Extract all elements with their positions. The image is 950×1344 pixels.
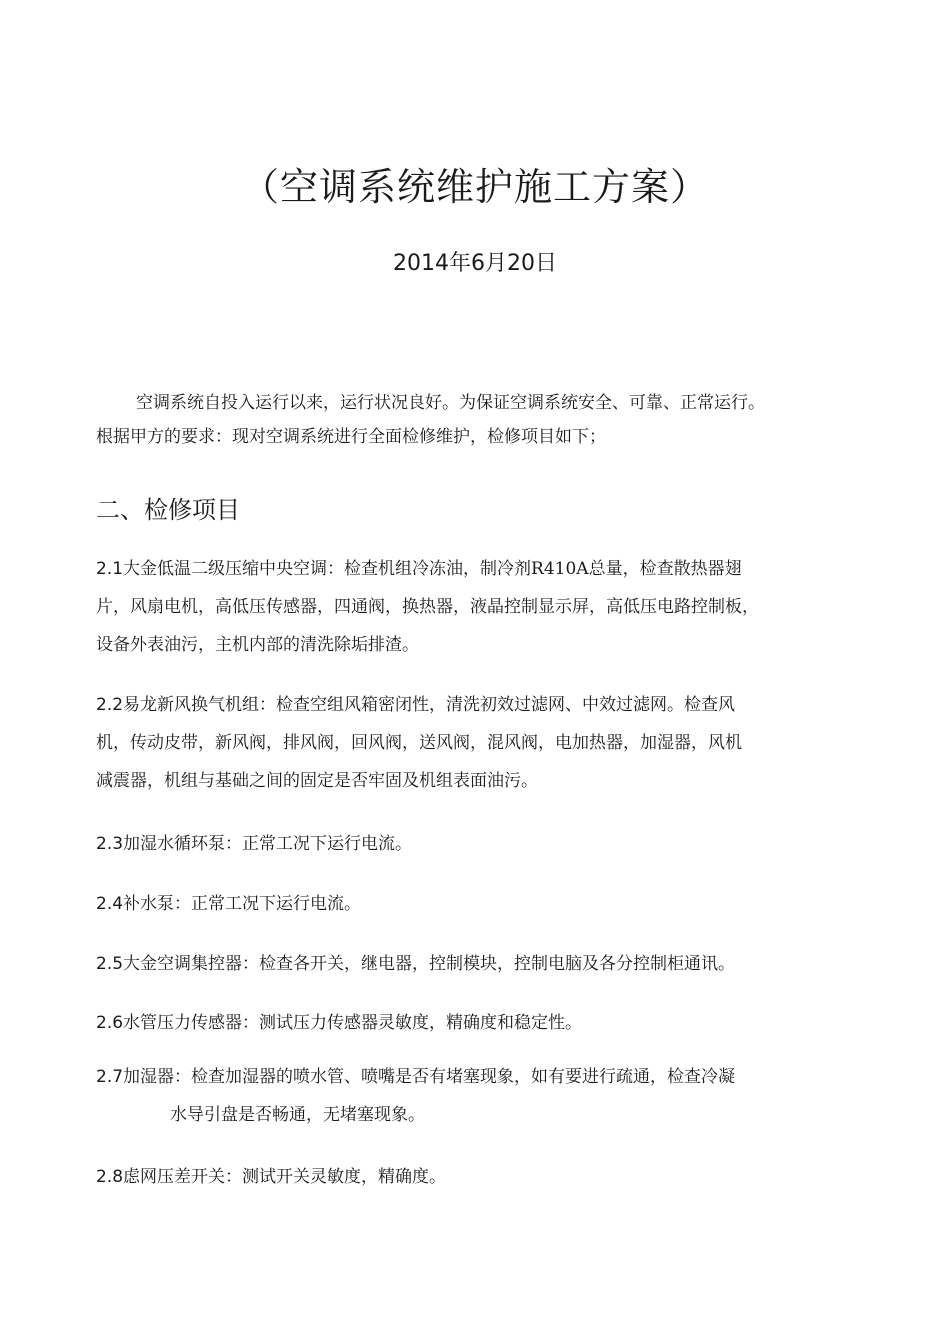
item-text: 片，风扇电机，高低压传感器，四通阀，换热器，液晶控制显示屏，高低压电路控制板， bbox=[96, 597, 759, 617]
section-heading: 二、检修项目 bbox=[96, 496, 240, 524]
inspection-item-2-7 bbox=[96, 1058, 856, 1134]
intro-paragraph bbox=[96, 386, 856, 454]
item-number: 2.2 bbox=[96, 695, 124, 715]
item-text: 易龙新风换气机组：检查空组风箱密闭性，清洗初效过滤网、中效过滤网。检查风 bbox=[123, 695, 736, 715]
document-title: （空调系统维护施工方案） bbox=[240, 165, 709, 209]
item-number: 2.6 bbox=[96, 1013, 124, 1033]
inspection-item-2-8 bbox=[96, 1158, 856, 1196]
item-text: 大金空调集控器：检查各开关，继电器，控制模块，控制电脑及各分控制柜通讯。 bbox=[123, 954, 736, 974]
inspection-item-2-6 bbox=[96, 1004, 856, 1042]
item-text: 水导引盘是否畅通，无堵塞现象。 bbox=[170, 1105, 425, 1125]
inspection-item-2-5 bbox=[96, 945, 856, 983]
item-number: 2.7 bbox=[96, 1067, 124, 1087]
item-text: 大金低温二级压缩中央空调：检查机组冷冻油，制冷剂R410A总量，检查散热器翅 bbox=[123, 559, 742, 579]
inspection-item-2-1 bbox=[96, 550, 856, 664]
inspection-item-2-4 bbox=[96, 885, 856, 923]
item-text: 补水泵：正常工况下运行电流。 bbox=[123, 894, 362, 914]
item-number: 2.5 bbox=[96, 954, 124, 974]
item-text: 减震器，机组与基础之间的固定是否牢固及机组表面油污。 bbox=[96, 771, 538, 791]
item-number: 2.8 bbox=[96, 1167, 124, 1187]
document-date: 2014年6月20日 bbox=[393, 251, 557, 276]
item-number: 2.1 bbox=[96, 559, 124, 579]
item-text: 加湿器：检查加湿器的喷水管、喷嘴是否有堵塞现象，如有要进行疏通，检查冷凝 bbox=[123, 1067, 736, 1087]
intro-line: 空调系统自投入运行以来，运行状况良好。为保证空调系统安全、可靠、正常运行。 bbox=[136, 393, 765, 413]
item-text: 设备外表油污，主机内部的清洗除垢排渣。 bbox=[96, 635, 419, 655]
item-text: 加湿水循环泵：正常工况下运行电流。 bbox=[123, 834, 413, 854]
item-text: 水管压力传感器：测试压力传感器灵敏度，精确度和稳定性。 bbox=[123, 1013, 583, 1033]
inspection-item-2-2 bbox=[96, 686, 856, 800]
item-text: 虑网压差开关：测试开关灵敏度，精确度。 bbox=[123, 1167, 447, 1187]
intro-line: 根据甲方的要求：现对空调系统进行全面检修维护，检修项目如下； bbox=[96, 427, 606, 447]
item-number: 2.3 bbox=[96, 834, 124, 854]
item-text: 机，传动皮带，新风阀，排风阀，回风阀，送风阀，混风阀，电加热器，加湿器，风机 bbox=[96, 733, 742, 753]
inspection-item-2-3 bbox=[96, 825, 856, 863]
item-number: 2.4 bbox=[96, 894, 124, 914]
